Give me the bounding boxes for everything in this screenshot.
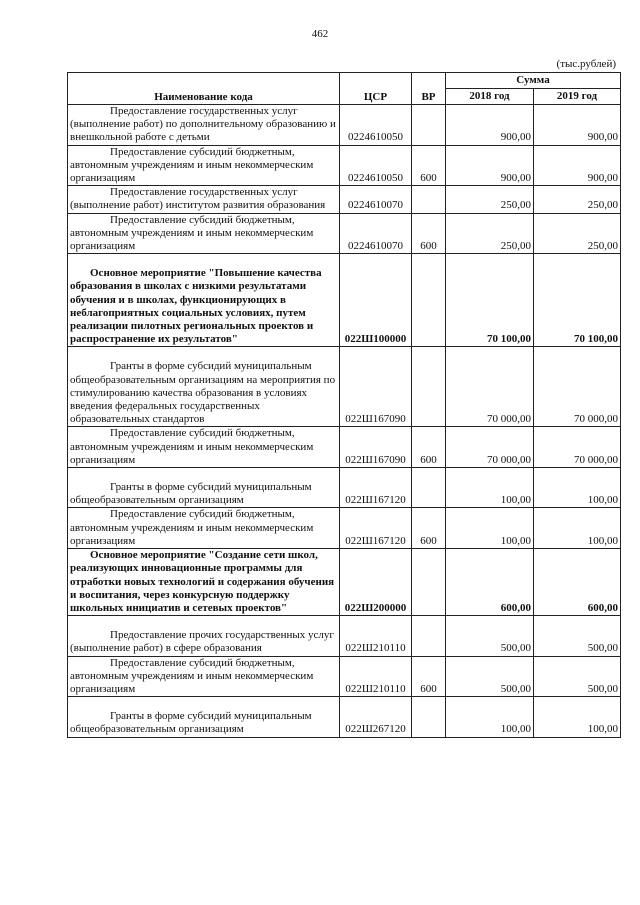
row-2018: 900,00: [446, 145, 534, 186]
row-vr: [412, 105, 446, 146]
row-2018: 250,00: [446, 213, 534, 254]
table-row: [68, 213, 621, 254]
row-2018: 100,00: [446, 697, 534, 737]
row-name: Предоставление субсидий бюджетным, автономным учреждениям и иным некоммерческим организациям: [70, 508, 314, 547]
row-2019: 900,00: [534, 105, 621, 146]
budget-table: [67, 72, 621, 738]
row-csr: 022Ш200000: [340, 549, 412, 616]
row-csr: 022Ш210110: [340, 616, 412, 656]
row-name: Гранты в форме субсидий муниципальным общеобразовательным организациям: [70, 710, 312, 736]
row-2019: 900,00: [534, 145, 621, 186]
row-2019: 70 000,00: [534, 427, 621, 468]
row-csr: 022Ш100000: [340, 254, 412, 347]
row-2019: 70 100,00: [534, 254, 621, 347]
table-row: [68, 145, 621, 186]
row-vr: 600: [412, 656, 446, 697]
row-vr: [412, 697, 446, 737]
row-2018: 250,00: [446, 186, 534, 213]
row-name: Предоставление государственных услуг (выполнение работ) по дополнительному образованию и внешкольной работе с детьми: [70, 105, 336, 144]
row-vr: [412, 347, 446, 427]
table-row: [68, 697, 621, 737]
row-csr: 022Ш167090: [340, 347, 412, 427]
header-sum: Сумма: [446, 73, 621, 89]
table-row: [68, 186, 621, 213]
row-2019: 100,00: [534, 508, 621, 549]
row-csr: 0224610050: [340, 145, 412, 186]
row-vr: [412, 186, 446, 213]
row-vr: [412, 616, 446, 656]
table-row: [68, 508, 621, 549]
table-row: [68, 105, 621, 146]
row-2019: 100,00: [534, 468, 621, 508]
row-name: Основное мероприятие "Создание сети школ, реализующих инновационные программы для отработки новых технологий и содержания обучения и воспитания, через конкурсную поддержку школьных инициатив и сетевых проектов": [70, 549, 335, 614]
row-name: Основное мероприятие "Повышение качества образования в школах с низкими результатами обучения и в школах, функционирующих в неблагоприятных социальных условиях, путем реализации пилотных региональных проектов и распространение их результатов": [70, 267, 322, 346]
table-row: [68, 468, 621, 508]
row-csr: 0224610070: [340, 213, 412, 254]
header-name: Наименование кода: [68, 73, 340, 105]
row-csr: 022Ш210110: [340, 656, 412, 697]
table-row: [68, 616, 621, 656]
row-2019: 100,00: [534, 697, 621, 737]
table-row: [68, 254, 621, 347]
page-number: 462: [311, 28, 329, 40]
row-csr: 022Ш167120: [340, 468, 412, 508]
row-name: Предоставление субсидий бюджетным, автономным учреждениям и иным некоммерческим организациям: [70, 145, 314, 185]
row-vr: 600: [412, 427, 446, 468]
header-2018: 2018 год: [446, 89, 534, 105]
table-row: [68, 347, 621, 427]
row-2018: 500,00: [446, 656, 534, 697]
row-2018: 70 100,00: [446, 254, 534, 347]
row-csr: 0224610050: [340, 105, 412, 146]
row-2018: 600,00: [446, 549, 534, 616]
row-2019: 600,00: [534, 549, 621, 616]
table-row: [68, 549, 621, 616]
header-csr: ЦСР: [340, 73, 412, 105]
row-vr: [412, 254, 446, 347]
row-vr: 600: [412, 145, 446, 186]
row-2018: 70 000,00: [446, 427, 534, 468]
row-name: Предоставление субсидий бюджетным, автономным учреждениям и иным некоммерческим организациям: [70, 213, 314, 253]
row-2019: 250,00: [534, 186, 621, 213]
row-2018: 500,00: [446, 616, 534, 656]
table-row: [68, 656, 621, 697]
row-name: Предоставление субсидий бюджетным, автономным учреждениям и иным некоммерческим организациям: [70, 656, 314, 695]
header-vr: ВР: [412, 73, 446, 105]
row-vr: [412, 468, 446, 508]
row-name: Гранты в форме субсидий муниципальным общеобразовательным организациям на мероприятия по стимулированию качества образования в условиях введения федеральных государственных образовательных стандартов: [70, 360, 336, 426]
row-vr: 600: [412, 508, 446, 549]
row-2018: 100,00: [446, 508, 534, 549]
row-2019: 500,00: [534, 616, 621, 656]
row-vr: 600: [412, 213, 446, 254]
header-2019: 2019 год: [534, 89, 621, 105]
row-csr: 0224610070: [340, 186, 412, 213]
row-2018: 900,00: [446, 105, 534, 146]
row-vr: [412, 549, 446, 616]
row-csr: 022Ш167090: [340, 427, 412, 468]
row-2019: 250,00: [534, 213, 621, 254]
row-csr: 022Ш267120: [340, 697, 412, 737]
row-name: Гранты в форме субсидий муниципальным общеобразовательным организациям: [70, 481, 312, 507]
row-csr: 022Ш167120: [340, 508, 412, 549]
row-name: Предоставление субсидий бюджетным, автономным учреждениям и иным некоммерческим организациям: [70, 427, 314, 466]
row-2018: 70 000,00: [446, 347, 534, 427]
row-2019: 500,00: [534, 656, 621, 697]
row-2019: 70 000,00: [534, 347, 621, 427]
units-label: (тыс.рублей): [556, 58, 616, 70]
row-2018: 100,00: [446, 468, 534, 508]
row-name: Предоставление государственных услуг (выполнение работ) институтом развития образования: [70, 186, 326, 212]
table-row: [68, 427, 621, 468]
row-name: Предоставление прочих государственных услуг (выполнение работ) в сфере образования: [70, 629, 334, 655]
